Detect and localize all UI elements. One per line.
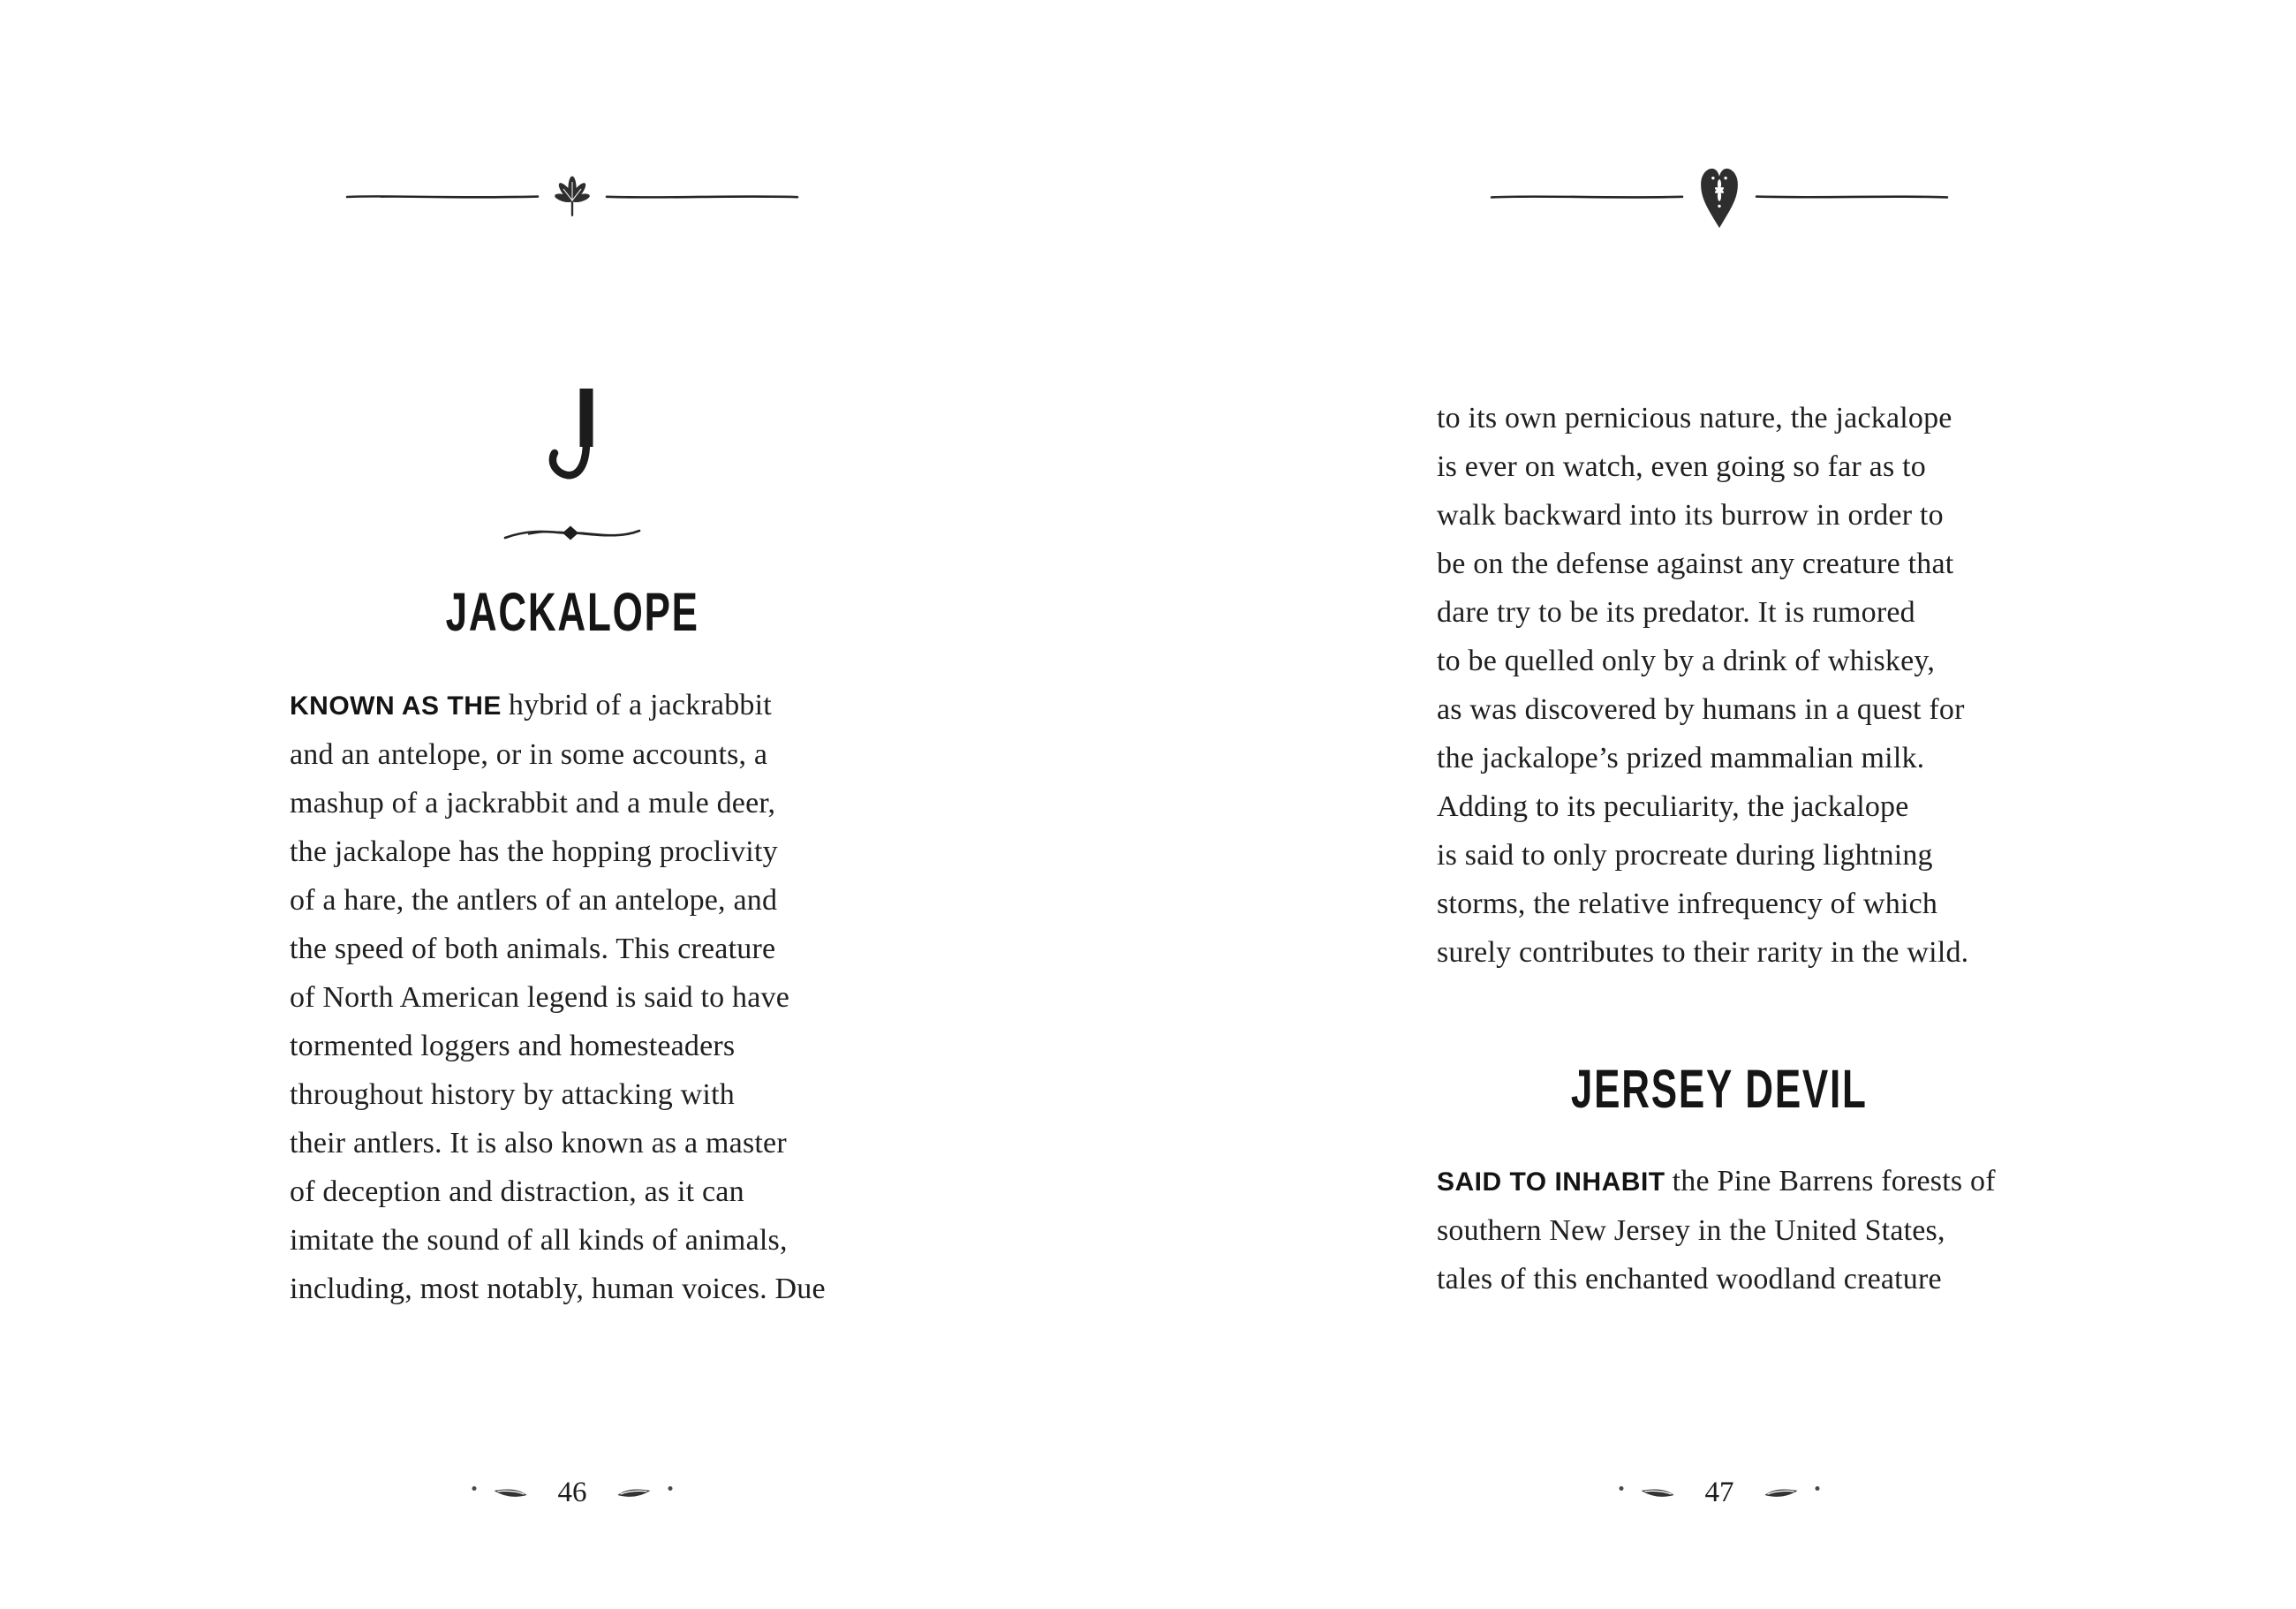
- page-footer: [1620, 1477, 1820, 1509]
- footer-dot: [1816, 1486, 1820, 1491]
- body-line: to its own pernicious nature, the jackalope: [1437, 402, 1952, 434]
- section-heading-wrap: [290, 581, 855, 643]
- body-text: [290, 681, 855, 1313]
- body-line: tales of this enchanted woodland creature: [1437, 1263, 1942, 1296]
- footer-dot: [1620, 1486, 1624, 1491]
- body-line: and an antelope, or in some accounts, a: [290, 738, 768, 771]
- body-line: the jackalope has the hopping proclivity: [290, 835, 778, 868]
- body-line: including, most notably, human voices. Due: [290, 1273, 826, 1305]
- page-footer: [472, 1477, 673, 1509]
- body-line: surely contributes to their rarity in the wild.: [1437, 936, 1969, 969]
- body-line: of deception and distraction, as it can: [290, 1175, 744, 1208]
- body-line: the speed of both animals. This creature: [290, 933, 776, 965]
- top-divider-right: [1490, 164, 1949, 230]
- divider-line-icon: [345, 193, 540, 201]
- body-line: [1437, 1157, 2002, 1206]
- divider-line-icon: [1490, 193, 1684, 201]
- drop-cap: [290, 385, 855, 494]
- top-divider-left: [345, 175, 799, 219]
- body-text: [1437, 1157, 2002, 1303]
- divider-line-icon: [605, 193, 799, 201]
- footer-leaf-icon: [1764, 1485, 1800, 1501]
- body-line: mashup of a jackrabbit and a mule deer,: [290, 787, 776, 820]
- lead-in-caps: KNOWN AS THE: [290, 691, 502, 721]
- body-line: as was discovered by humans in a quest for: [1437, 693, 1965, 726]
- body-line: is ever on watch, even going so far as to: [1437, 450, 1926, 483]
- swash-ornament: [290, 521, 855, 550]
- body-line: [290, 681, 855, 730]
- footer-leaf-icon: [617, 1485, 653, 1501]
- page-number: 47: [1704, 1477, 1734, 1508]
- body-line: their antlers. It is also known as a master: [290, 1127, 787, 1160]
- divider-line-icon: [1755, 193, 1949, 201]
- drop-cap-j-glyph: [540, 385, 604, 489]
- page-number: 46: [557, 1477, 587, 1508]
- lead-in-caps: SAID TO INHABIT: [1437, 1167, 1665, 1197]
- body-line: dare try to be its predator. It is rumored: [1437, 596, 1915, 629]
- footer-dot: [668, 1486, 673, 1491]
- body-line: southern New Jersey in the United States,: [1437, 1214, 1945, 1247]
- body-line-text: hybrid of a jackrabbit: [508, 689, 772, 721]
- section-heading: JERSEY DEVIL: [1571, 1059, 1868, 1120]
- body-line: tormented loggers and homesteaders: [290, 1030, 736, 1062]
- page-right: [1437, 0, 2002, 1609]
- body-line: imitate the sound of all kinds of animals,: [290, 1224, 788, 1257]
- body-line: the jackalope’s prized mammalian milk.: [1437, 742, 1925, 774]
- section-heading-wrap: [1437, 1058, 2002, 1120]
- heart-snowflake-icon: [1698, 164, 1741, 230]
- body-line: Adding to its peculiarity, the jackalope: [1437, 790, 1909, 823]
- footer-dot: [472, 1486, 477, 1491]
- body-line: walk backward into its burrow in order to: [1437, 499, 1944, 532]
- maple-leaf-icon: [554, 175, 591, 219]
- body-line: to be quelled only by a drink of whiskey,: [1437, 645, 1936, 677]
- body-line: be on the defense against any creature that: [1437, 548, 1954, 580]
- body-line: of North American legend is said to have: [290, 981, 790, 1014]
- body-text: [1437, 394, 2002, 977]
- swash-ornament-icon: [502, 521, 643, 546]
- body-line: of a hare, the antlers of an antelope, and: [290, 884, 778, 917]
- body-line-text: the Pine Barrens forests of: [1672, 1165, 1996, 1197]
- body-line: storms, the relative infrequency of which: [1437, 888, 1938, 920]
- footer-leaf-icon: [493, 1485, 528, 1501]
- body-line: throughout history by attacking with: [290, 1078, 735, 1111]
- page-left: [290, 0, 855, 1609]
- section-heading: JACKALOPE: [445, 582, 699, 643]
- body-line: is said to only procreate during lightning: [1437, 839, 1933, 872]
- footer-leaf-icon: [1640, 1485, 1675, 1501]
